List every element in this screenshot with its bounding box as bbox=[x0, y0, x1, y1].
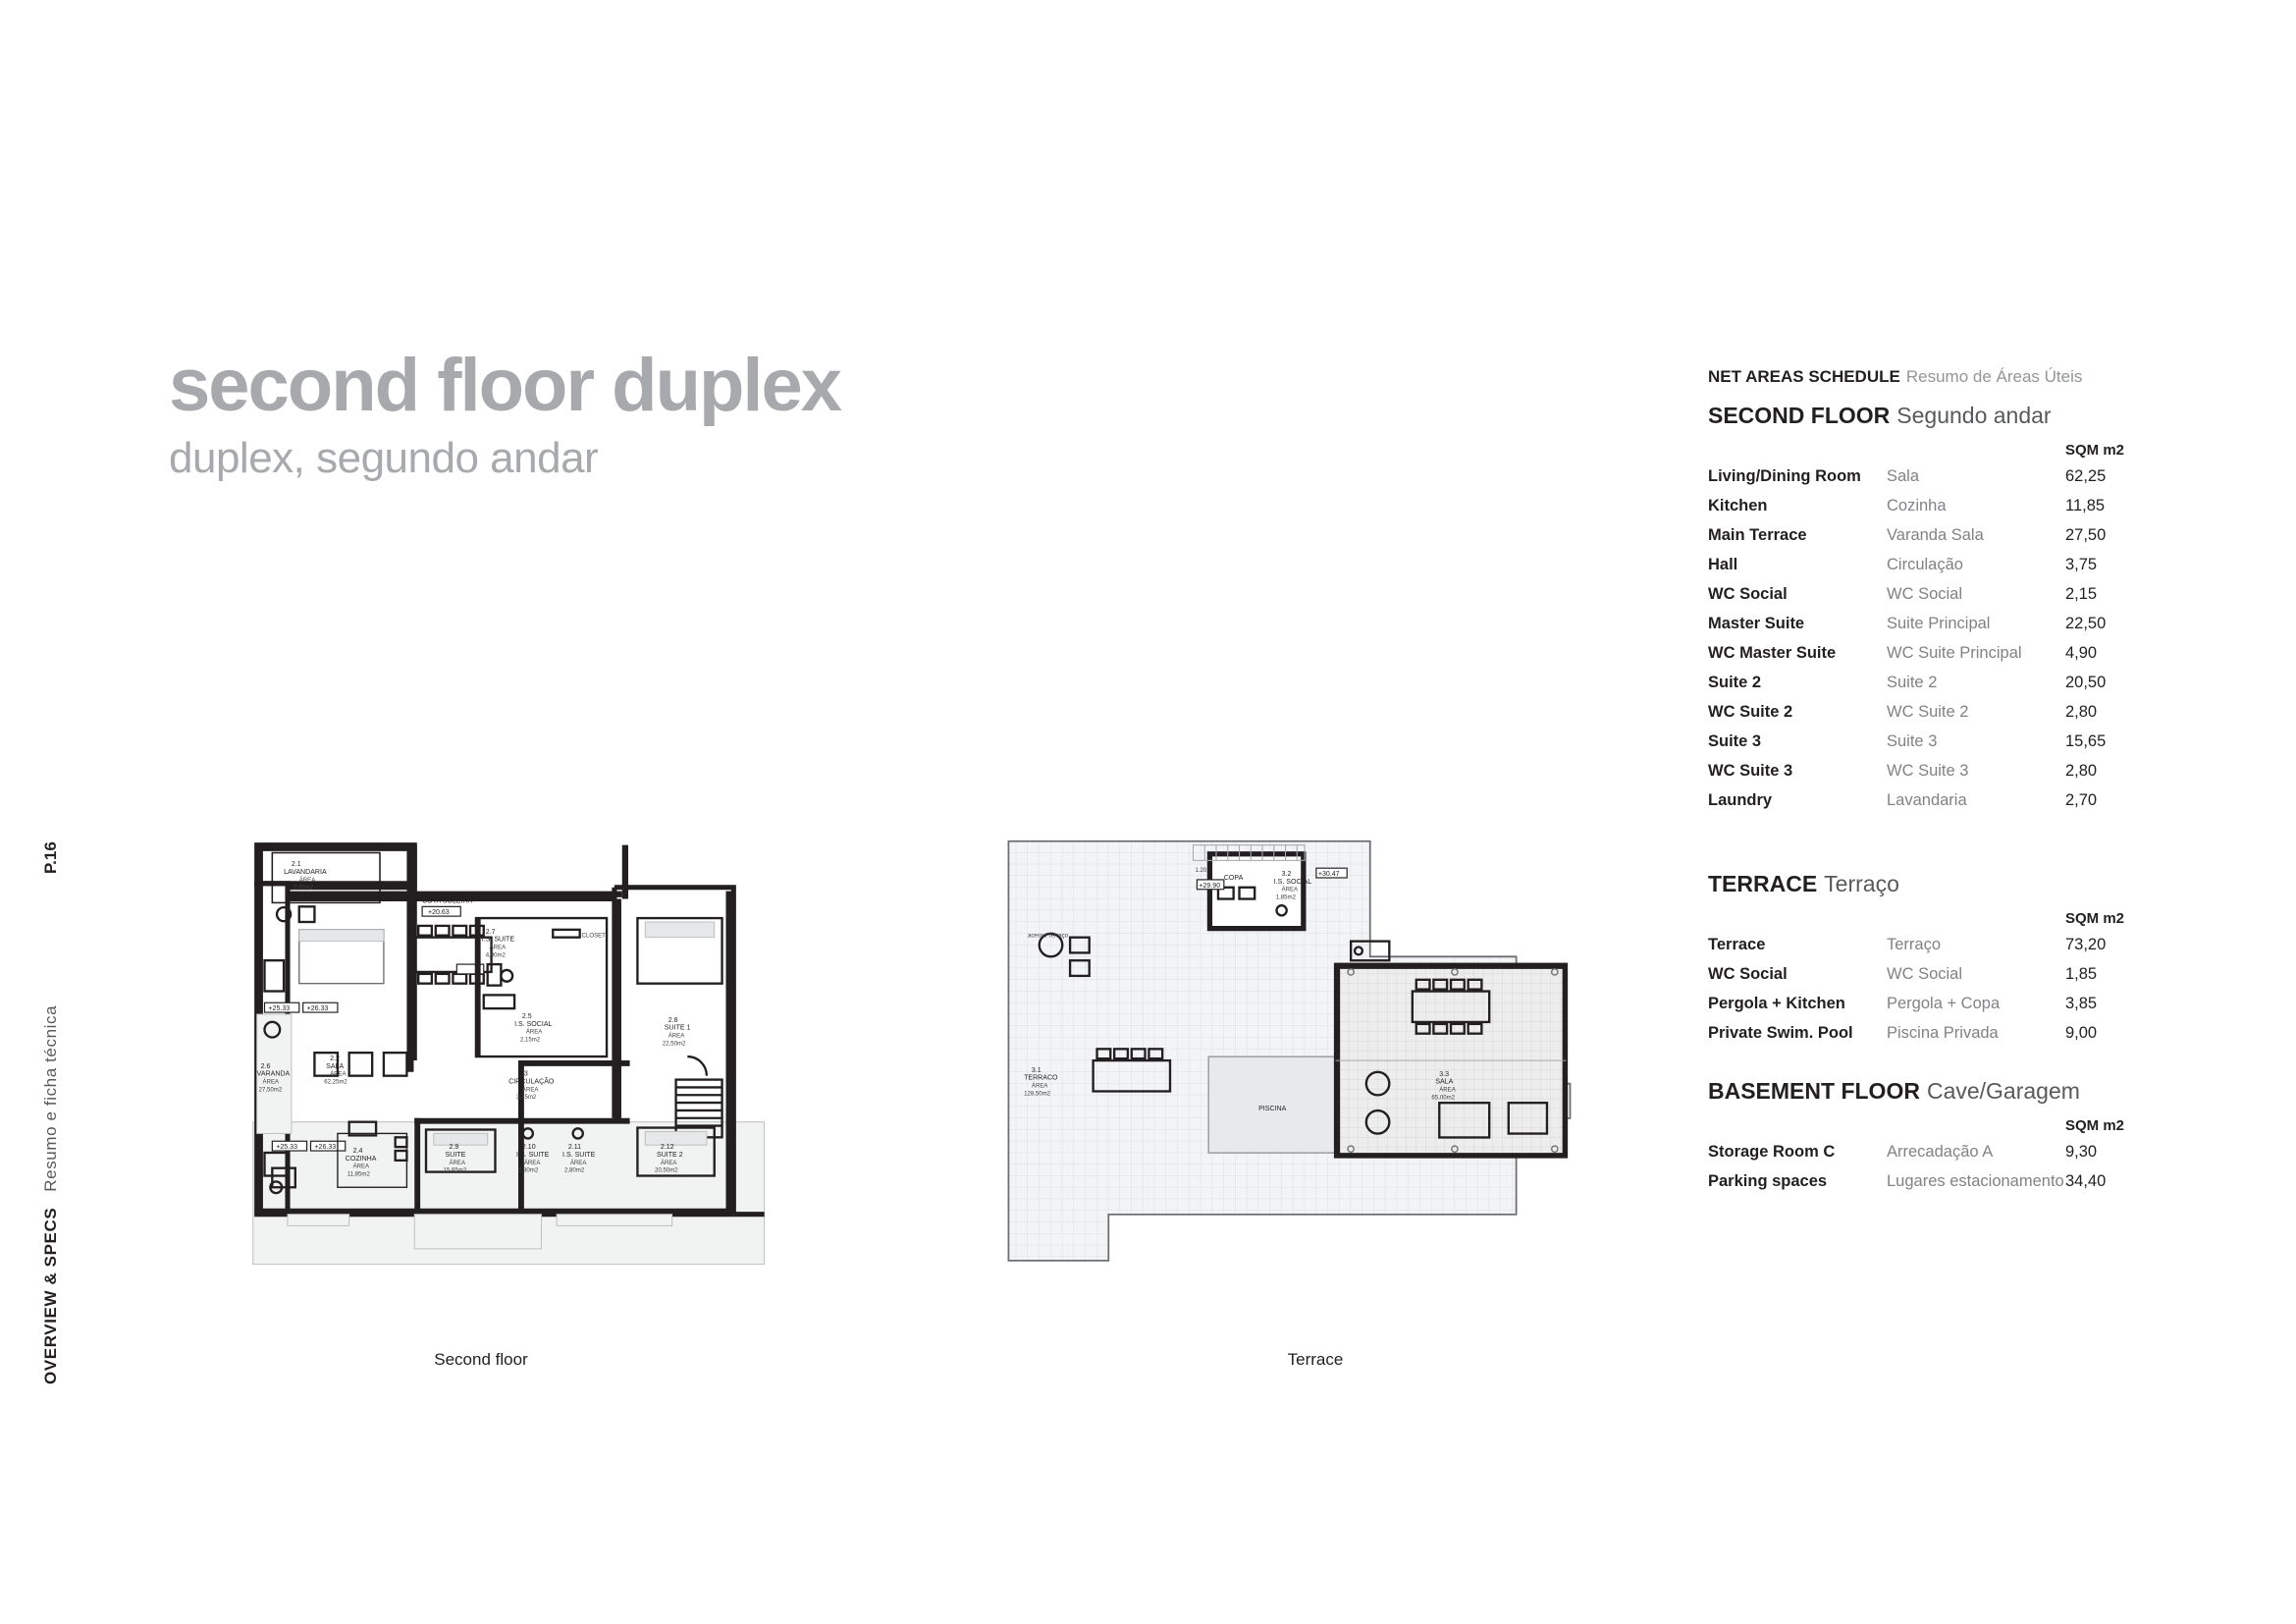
svg-text:SUITE: SUITE bbox=[445, 1151, 466, 1159]
svg-text:+25.33: +25.33 bbox=[268, 1005, 291, 1013]
row-label-pt: Suite Principal bbox=[1887, 615, 1991, 633]
svg-text:ÁREA: ÁREA bbox=[1281, 887, 1299, 893]
col-en bbox=[1708, 905, 1887, 931]
col-unit: SQM m2 bbox=[2065, 442, 2125, 459]
side-rail-section-bold: OVERVIEW & SPECS bbox=[41, 1207, 60, 1384]
table-terrace bbox=[1708, 905, 2140, 1049]
svg-text:2,80m2: 2,80m2 bbox=[518, 1167, 539, 1174]
svg-text:22,50m2: 22,50m2 bbox=[662, 1041, 686, 1048]
row-sqm: 9,00 bbox=[2065, 1024, 2098, 1043]
row-label-en: Private Swim. Pool bbox=[1708, 1024, 1853, 1043]
row-label-pt: Pergola + Copa bbox=[1887, 995, 2001, 1013]
svg-text:ÁREA: ÁREA bbox=[523, 1160, 541, 1166]
svg-text:2.4: 2.4 bbox=[352, 1148, 363, 1155]
svg-text:1.20: 1.20 bbox=[1195, 868, 1207, 875]
svg-text:ÁREA: ÁREA bbox=[525, 1029, 543, 1036]
row-sqm: 2,80 bbox=[2065, 703, 2098, 721]
svg-text:3.1: 3.1 bbox=[1031, 1066, 1041, 1074]
svg-text:2.9: 2.9 bbox=[449, 1144, 459, 1152]
row-label-en: Living/Dining Room bbox=[1708, 467, 1861, 486]
row-label-pt: WC Social bbox=[1887, 965, 1963, 984]
svg-text:+26.33: +26.33 bbox=[314, 1144, 337, 1152]
row-label-pt: Piscina Privada bbox=[1887, 1024, 1999, 1043]
col-pt bbox=[1887, 437, 2065, 462]
table-header-row bbox=[1708, 1112, 2140, 1138]
table-row bbox=[1708, 1167, 2140, 1197]
svg-text:ÁREA: ÁREA bbox=[667, 1033, 685, 1040]
section-title-terrace bbox=[1708, 871, 2199, 897]
svg-text:2.10: 2.10 bbox=[521, 1144, 536, 1152]
svg-text:SALA: SALA bbox=[1435, 1078, 1454, 1086]
svg-text:CIRCULAÇÃO: CIRCULAÇÃO bbox=[508, 1078, 555, 1086]
row-label-pt: Terraço bbox=[1887, 936, 1942, 954]
row-sqm: 73,20 bbox=[2065, 936, 2107, 954]
svg-text:COPA: COPA bbox=[1223, 874, 1244, 882]
table-row bbox=[1708, 990, 2140, 1019]
section-title-basement bbox=[1708, 1078, 2199, 1105]
svg-text:+20.63: +20.63 bbox=[427, 909, 450, 917]
net-areas-schedule bbox=[1708, 367, 2199, 1197]
svg-text:ÁREA: ÁREA bbox=[1439, 1087, 1456, 1094]
row-label-en: Kitchen bbox=[1708, 497, 1768, 515]
svg-text:ÁREA: ÁREA bbox=[1031, 1083, 1048, 1090]
spacer bbox=[1708, 816, 2199, 867]
row-label-en: WC Suite 2 bbox=[1708, 703, 1793, 721]
row-sqm: 20,50 bbox=[2065, 674, 2107, 692]
svg-text:65,00m2: 65,00m2 bbox=[1431, 1095, 1456, 1102]
svg-text:LAVANDARIA: LAVANDARIA bbox=[284, 869, 327, 877]
col-en bbox=[1708, 1112, 1887, 1138]
page-title: second floor duplex bbox=[169, 344, 841, 427]
floor-plan-terrace bbox=[991, 830, 1629, 1301]
row-sqm: 27,50 bbox=[2065, 526, 2107, 545]
table-second-floor bbox=[1708, 437, 2140, 816]
svg-text:20,50m2: 20,50m2 bbox=[655, 1167, 678, 1174]
svg-text:4,90m2: 4,90m2 bbox=[485, 952, 506, 959]
svg-text:ÁREA: ÁREA bbox=[449, 1160, 466, 1166]
table-row bbox=[1708, 931, 2140, 960]
section-title-light: Segundo andar bbox=[1896, 403, 2052, 428]
svg-text:I.S. SUITE: I.S. SUITE bbox=[481, 936, 515, 944]
row-sqm: 3,75 bbox=[2065, 556, 2098, 574]
svg-text:PISCINA: PISCINA bbox=[1258, 1106, 1287, 1113]
svg-text:128,50m2: 128,50m2 bbox=[1024, 1091, 1051, 1098]
table-basement bbox=[1708, 1112, 2140, 1197]
section-title-bold: SECOND FLOOR bbox=[1708, 403, 1891, 428]
svg-text:27,50m2: 27,50m2 bbox=[258, 1087, 283, 1094]
svg-text:+26.33: +26.33 bbox=[306, 1005, 329, 1013]
row-label-en: WC Social bbox=[1708, 965, 1788, 984]
row-label-pt: WC Suite 2 bbox=[1887, 703, 1969, 721]
row-label-pt: WC Suite Principal bbox=[1887, 644, 2022, 663]
svg-text:ÁREA: ÁREA bbox=[298, 877, 316, 884]
svg-text:2.5: 2.5 bbox=[521, 1012, 532, 1020]
plan-left-caption: Second floor bbox=[434, 1350, 528, 1369]
svg-text:11,85m2: 11,85m2 bbox=[347, 1171, 370, 1178]
col-unit: SQM m2 bbox=[2065, 1117, 2125, 1134]
row-label-pt: Cozinha bbox=[1887, 497, 1947, 515]
page-number-label: P.16 bbox=[41, 841, 60, 874]
svg-text:acesso Terraço: acesso Terraço bbox=[1028, 933, 1068, 940]
svg-text:2.7: 2.7 bbox=[485, 928, 496, 936]
row-label-en: Master Suite bbox=[1708, 615, 1805, 633]
svg-text:I.S. SUITE: I.S. SUITE bbox=[516, 1151, 550, 1159]
row-label-en: WC Suite 3 bbox=[1708, 761, 1793, 780]
svg-text:2,70m2: 2,70m2 bbox=[293, 885, 314, 892]
row-label-en: WC Master Suite bbox=[1708, 644, 1837, 663]
svg-text:+29.90: +29.90 bbox=[1199, 882, 1221, 890]
row-label-en: Suite 2 bbox=[1708, 674, 1762, 692]
spacer bbox=[1708, 1049, 2199, 1074]
page-title-block bbox=[169, 344, 1641, 482]
table-row bbox=[1708, 757, 2140, 786]
table-row bbox=[1708, 1138, 2140, 1167]
table-header-row bbox=[1708, 905, 2140, 931]
svg-text:2.3: 2.3 bbox=[518, 1070, 528, 1078]
row-sqm: 2,15 bbox=[2065, 585, 2098, 604]
svg-text:I.S. SOCIAL: I.S. SOCIAL bbox=[514, 1020, 553, 1028]
row-label-en: Hall bbox=[1708, 556, 1738, 574]
svg-text:I.S. SOCIAL: I.S. SOCIAL bbox=[1273, 878, 1312, 886]
svg-text:3.3: 3.3 bbox=[1439, 1070, 1450, 1078]
table-row bbox=[1708, 669, 2140, 698]
row-sqm: 3,85 bbox=[2065, 995, 2098, 1013]
svg-text:SUITE 2: SUITE 2 bbox=[657, 1151, 683, 1159]
row-sqm: 11,85 bbox=[2065, 497, 2106, 515]
row-label-pt: WC Suite 3 bbox=[1887, 761, 1969, 780]
schedule-header-bold: NET AREAS SCHEDULE bbox=[1708, 367, 1900, 386]
svg-text:COTA SOLEIRA: COTA SOLEIRA bbox=[422, 897, 473, 905]
row-label-en: WC Social bbox=[1708, 585, 1788, 604]
svg-text:2.11: 2.11 bbox=[567, 1144, 582, 1152]
plan-right-caption: Terrace bbox=[1287, 1350, 1344, 1369]
svg-text:VARANDA: VARANDA bbox=[256, 1070, 291, 1078]
page-subtitle: duplex, segundo andar bbox=[169, 434, 599, 482]
row-sqm: 4,90 bbox=[2065, 644, 2098, 663]
row-sqm: 1,85 bbox=[2065, 965, 2098, 984]
side-rail-label bbox=[41, 1005, 61, 1384]
row-label-en: Suite 3 bbox=[1708, 731, 1762, 750]
row-sqm: 15,65 bbox=[2065, 731, 2107, 750]
row-label-en: Main Terrace bbox=[1708, 526, 1807, 545]
table-row bbox=[1708, 960, 2140, 990]
svg-text:+30.47: +30.47 bbox=[1317, 871, 1340, 879]
row-label-pt: Lugares estacionamento bbox=[1887, 1172, 2064, 1191]
svg-text:3,75m2: 3,75m2 bbox=[516, 1095, 537, 1102]
svg-text:1,85m2: 1,85m2 bbox=[1275, 894, 1296, 901]
table-row bbox=[1708, 610, 2140, 639]
section-title-light: Terraço bbox=[1824, 870, 1899, 896]
row-sqm: 34,40 bbox=[2065, 1172, 2107, 1191]
svg-text:3.2: 3.2 bbox=[1281, 871, 1292, 879]
svg-text:+25.33: +25.33 bbox=[276, 1144, 297, 1152]
svg-text:ÁREA: ÁREA bbox=[569, 1160, 587, 1166]
row-label-en: Pergola + Kitchen bbox=[1708, 995, 1845, 1013]
svg-text:2.1: 2.1 bbox=[291, 861, 301, 869]
row-label-pt: Circulação bbox=[1887, 556, 1963, 574]
row-label-pt: Sala bbox=[1887, 467, 1920, 486]
row-label-en: Parking spaces bbox=[1708, 1172, 1828, 1191]
svg-text:15,65m2: 15,65m2 bbox=[443, 1167, 467, 1174]
row-sqm: 2,80 bbox=[2065, 761, 2098, 780]
row-sqm: 22,50 bbox=[2065, 615, 2107, 633]
svg-text:2.8: 2.8 bbox=[667, 1016, 678, 1024]
col-pt bbox=[1887, 905, 2065, 931]
svg-text:2.12: 2.12 bbox=[660, 1144, 674, 1152]
svg-text:I.S. SUITE: I.S. SUITE bbox=[562, 1151, 596, 1159]
row-sqm: 9,30 bbox=[2065, 1143, 2098, 1162]
table-header-row bbox=[1708, 437, 2140, 462]
schedule-header bbox=[1708, 367, 2199, 387]
row-label-en: Laundry bbox=[1708, 790, 1773, 809]
section-title-light: Cave/Garagem bbox=[1926, 1078, 2080, 1104]
svg-text:ÁREA: ÁREA bbox=[660, 1160, 677, 1166]
svg-text:ÁREA: ÁREA bbox=[489, 945, 507, 951]
svg-text:COZINHA: COZINHA bbox=[345, 1155, 377, 1163]
page-number bbox=[41, 785, 100, 874]
row-label-pt: Suite 3 bbox=[1887, 731, 1938, 750]
floor-plan-second-floor bbox=[224, 830, 813, 1291]
table-row bbox=[1708, 639, 2140, 669]
table-row bbox=[1708, 521, 2140, 551]
side-rail-section-light: Resumo e ficha técnica bbox=[41, 1004, 60, 1192]
table-row bbox=[1708, 462, 2140, 492]
row-label-en: Storage Room C bbox=[1708, 1143, 1836, 1162]
svg-text:ÁREA: ÁREA bbox=[330, 1071, 347, 1078]
svg-text:CLOSET: CLOSET bbox=[581, 933, 606, 940]
svg-text:SALA: SALA bbox=[326, 1062, 345, 1070]
col-unit: SQM m2 bbox=[2065, 909, 2125, 927]
svg-text:2,80m2: 2,80m2 bbox=[564, 1167, 585, 1174]
col-pt bbox=[1887, 1112, 2065, 1138]
svg-text:ÁREA: ÁREA bbox=[521, 1087, 539, 1094]
row-label-pt: WC Social bbox=[1887, 585, 1963, 604]
svg-text:ÁREA: ÁREA bbox=[262, 1079, 280, 1086]
row-label-pt: Suite 2 bbox=[1887, 674, 1938, 692]
row-sqm: 2,70 bbox=[2065, 790, 2098, 809]
svg-text:62,25m2: 62,25m2 bbox=[324, 1079, 347, 1086]
col-en bbox=[1708, 437, 1887, 462]
row-sqm: 62,25 bbox=[2065, 467, 2107, 486]
svg-text:2,15m2: 2,15m2 bbox=[519, 1037, 541, 1044]
table-row bbox=[1708, 786, 2140, 816]
section-title-bold: TERRACE bbox=[1708, 870, 1818, 896]
svg-text:SUITE 1: SUITE 1 bbox=[664, 1024, 691, 1032]
svg-text:ÁREA: ÁREA bbox=[352, 1164, 370, 1170]
row-label-pt: Lavandaria bbox=[1887, 790, 1967, 809]
section-title-second-floor bbox=[1708, 403, 2199, 429]
schedule-header-light: Resumo de Áreas Úteis bbox=[1905, 367, 2083, 386]
svg-text:2.2: 2.2 bbox=[330, 1056, 340, 1062]
row-label-pt: Varanda Sala bbox=[1887, 526, 1984, 545]
row-label-pt: Arrecadação A bbox=[1887, 1143, 1994, 1162]
svg-text:TERRACO: TERRACO bbox=[1024, 1074, 1058, 1082]
table-row bbox=[1708, 698, 2140, 728]
section-title-bold: BASEMENT FLOOR bbox=[1708, 1078, 1920, 1104]
table-row bbox=[1708, 551, 2140, 580]
table-row bbox=[1708, 728, 2140, 757]
table-row bbox=[1708, 580, 2140, 610]
table-row bbox=[1708, 1019, 2140, 1049]
table-row bbox=[1708, 492, 2140, 521]
svg-text:2.6: 2.6 bbox=[260, 1062, 271, 1070]
row-label-en: Terrace bbox=[1708, 936, 1766, 954]
